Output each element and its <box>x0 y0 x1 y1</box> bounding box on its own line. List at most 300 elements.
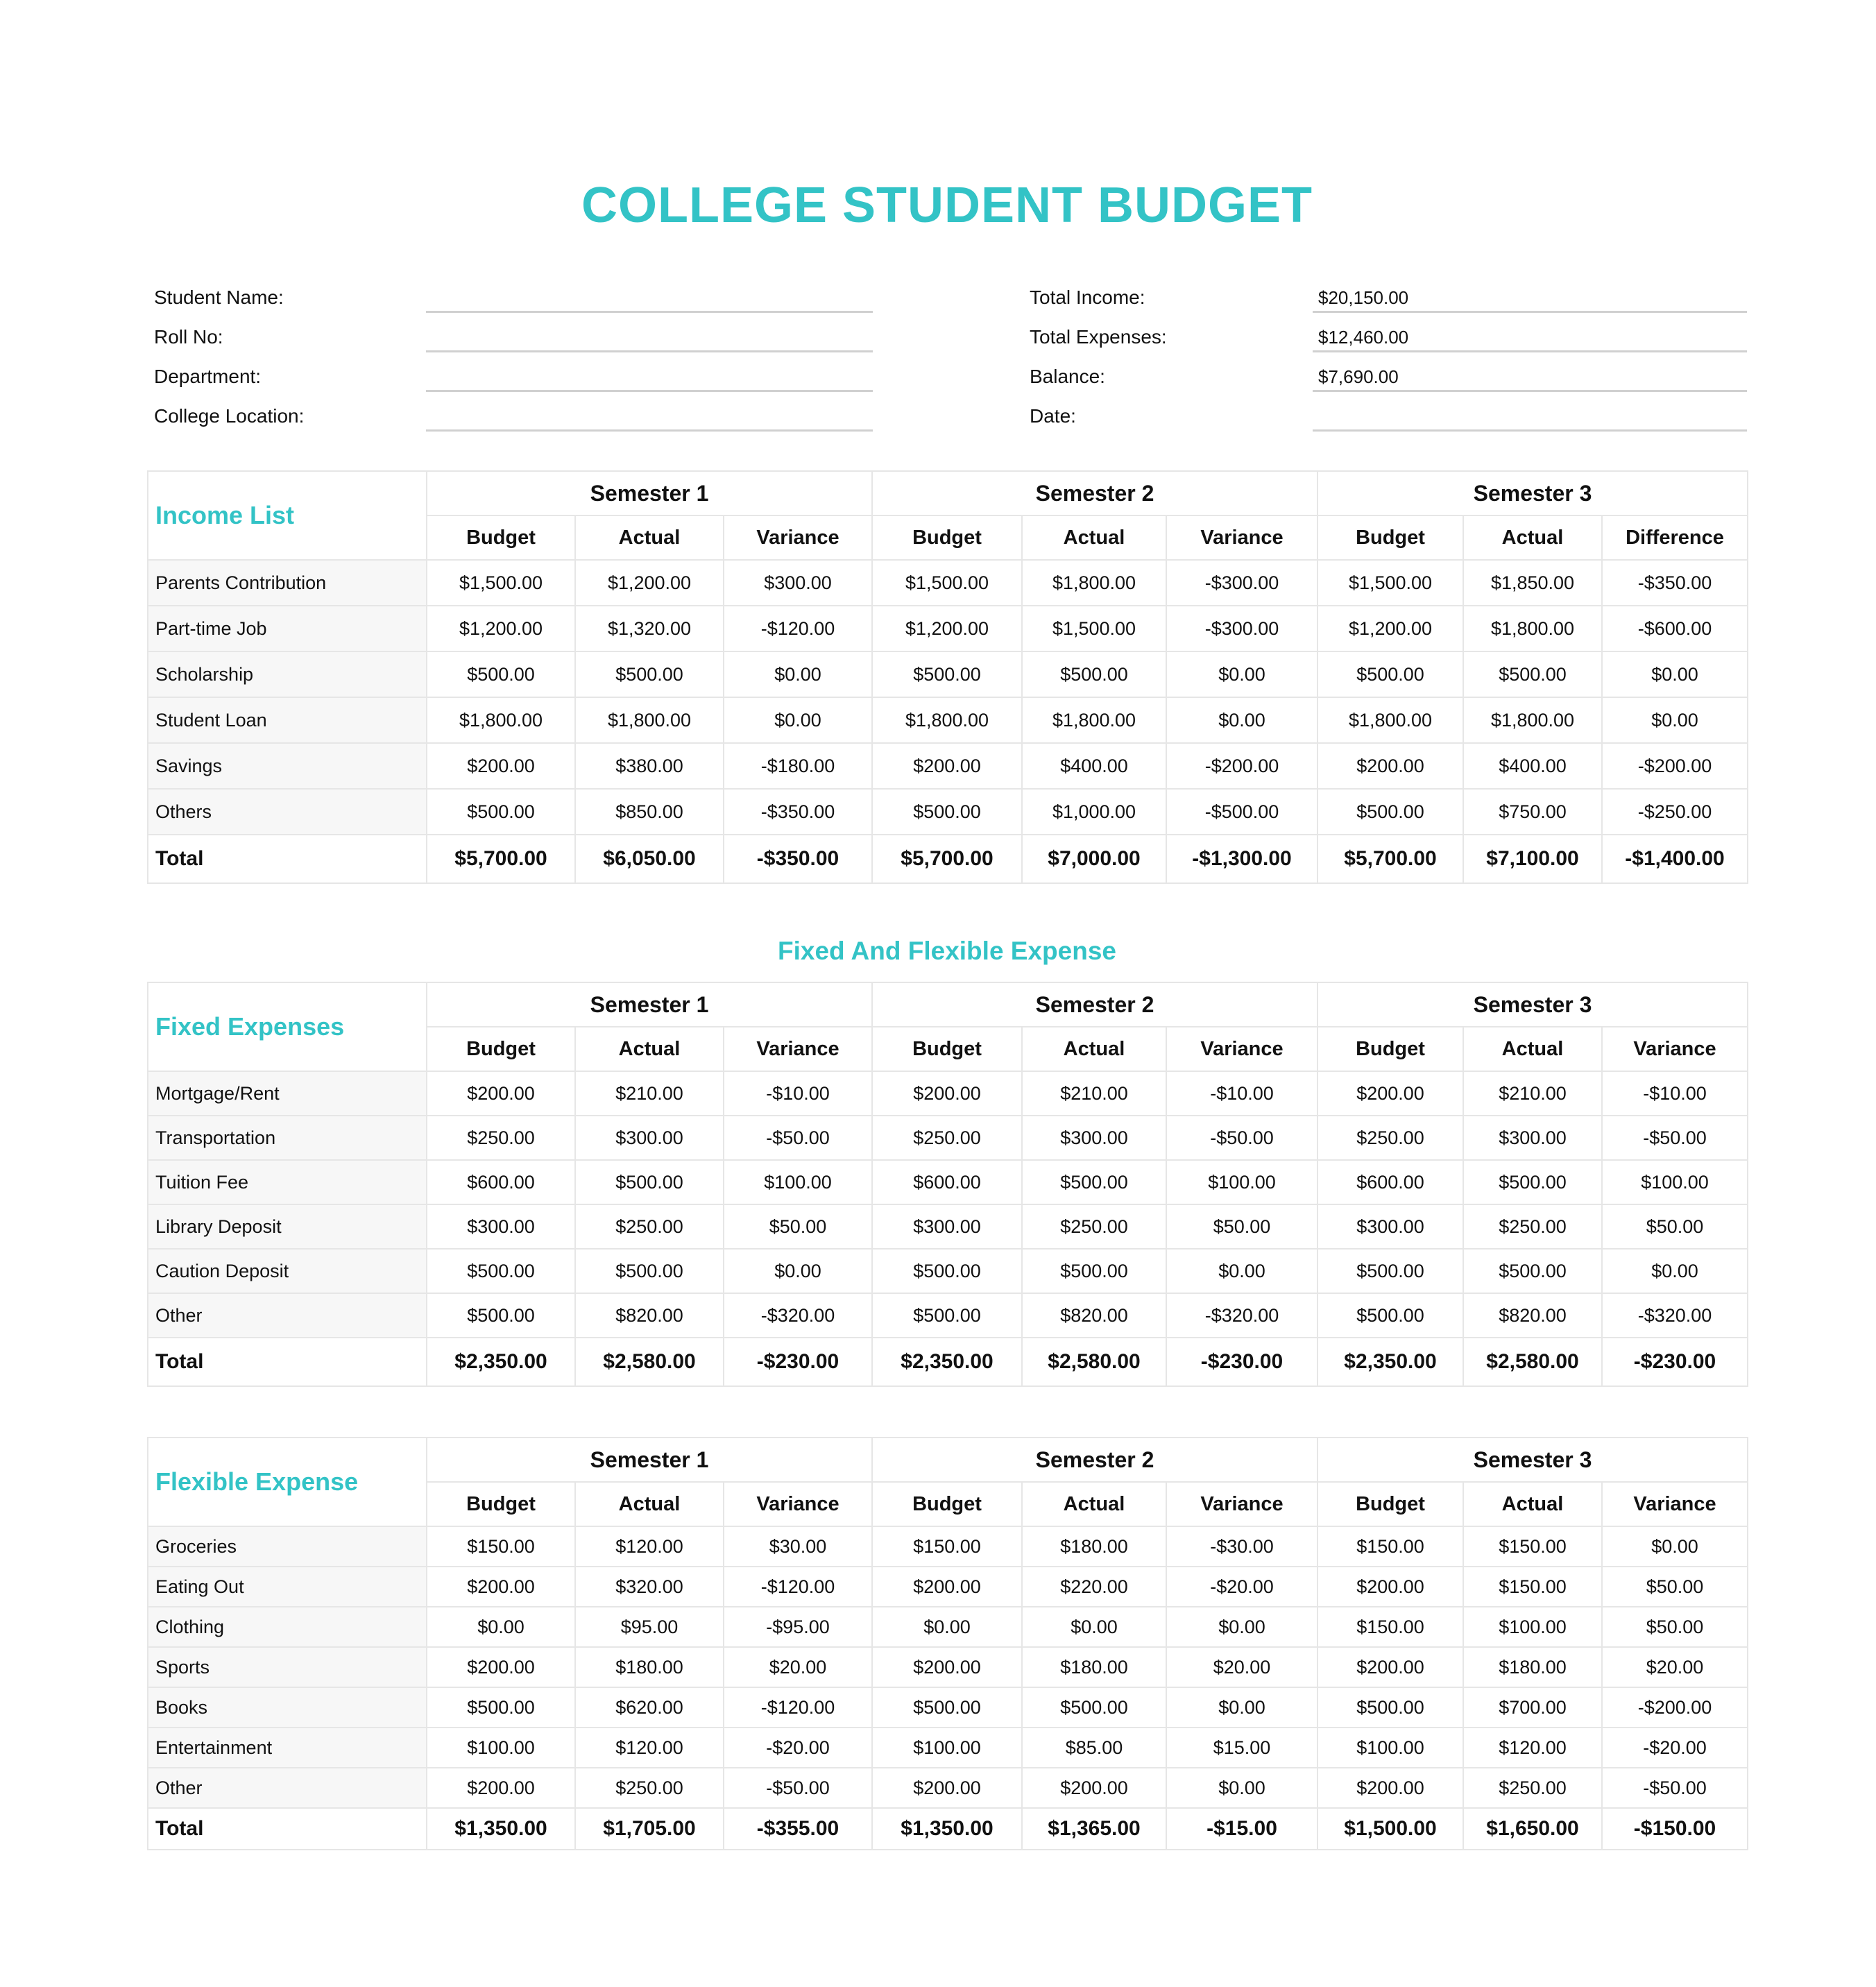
value-cell[interactable]: $120.00 <box>575 1728 724 1768</box>
value-cell[interactable]: $150.00 <box>872 1526 1022 1567</box>
total-cell: $1,350.00 <box>872 1808 1022 1850</box>
value-cell[interactable]: $0.00 <box>1602 651 1748 697</box>
value-cell[interactable]: $20.00 <box>1166 1647 1318 1687</box>
value-cell[interactable]: $1,200.00 <box>872 606 1022 651</box>
value-cell[interactable]: $500.00 <box>872 651 1022 697</box>
flexible-column-header: Variance <box>724 1482 872 1526</box>
table-row <box>148 1768 1748 1808</box>
value-cell[interactable]: $1,200.00 <box>1318 606 1463 651</box>
value-cell[interactable]: -$350.00 <box>724 789 872 835</box>
row-label: Other <box>148 1768 427 1808</box>
value-cell[interactable]: $200.00 <box>872 1567 1022 1607</box>
row-label: Student Loan <box>148 697 427 743</box>
value-cell[interactable]: $500.00 <box>427 651 575 697</box>
total-cell: -$15.00 <box>1166 1808 1318 1850</box>
value-cell[interactable]: $620.00 <box>575 1687 724 1728</box>
fixed-column-header: Budget <box>427 1027 575 1071</box>
table-row <box>148 1160 1748 1204</box>
value-cell[interactable]: $500.00 <box>872 1293 1022 1338</box>
row-label: Library Deposit <box>148 1204 427 1249</box>
value-cell[interactable]: $500.00 <box>1022 1249 1166 1293</box>
flexible-column-header: Budget <box>427 1482 575 1526</box>
date-field[interactable] <box>1313 429 1747 432</box>
value-cell[interactable]: $600.00 <box>427 1160 575 1204</box>
value-cell[interactable]: -$50.00 <box>1602 1768 1748 1808</box>
table-row <box>148 789 1748 835</box>
value-cell[interactable]: $500.00 <box>872 789 1022 835</box>
value-cell[interactable]: -$320.00 <box>1166 1293 1318 1338</box>
table-row <box>148 560 1748 606</box>
table-row <box>148 1116 1748 1160</box>
value-cell[interactable]: $500.00 <box>575 651 724 697</box>
value-cell[interactable]: $200.00 <box>427 1647 575 1687</box>
value-cell[interactable]: $100.00 <box>427 1728 575 1768</box>
value-cell[interactable]: $180.00 <box>1022 1647 1166 1687</box>
value-cell[interactable]: $500.00 <box>1318 1687 1463 1728</box>
value-cell[interactable]: $1,800.00 <box>1022 697 1166 743</box>
value-cell[interactable]: -$20.00 <box>1602 1728 1748 1768</box>
total-cell: $7,100.00 <box>1463 835 1602 883</box>
total-cell: -$1,400.00 <box>1602 835 1748 883</box>
row-label: Part-time Job <box>148 606 427 651</box>
total-cell: $5,700.00 <box>427 835 575 883</box>
income-table <box>147 470 1748 884</box>
total-label: Total <box>148 835 427 883</box>
value-cell[interactable]: $820.00 <box>1022 1293 1166 1338</box>
value-cell[interactable]: $100.00 <box>1318 1728 1463 1768</box>
table-row <box>148 1607 1748 1647</box>
info-row-student-name <box>147 274 873 313</box>
value-cell[interactable]: $0.00 <box>427 1607 575 1647</box>
row-label: Sports <box>148 1647 427 1687</box>
total-cell: $5,700.00 <box>872 835 1022 883</box>
value-cell[interactable]: $1,800.00 <box>1463 606 1602 651</box>
info-row-roll-no <box>147 314 873 352</box>
value-cell[interactable]: -$200.00 <box>1166 743 1318 789</box>
row-label: Transportation <box>148 1116 427 1160</box>
value-cell[interactable]: $850.00 <box>575 789 724 835</box>
value-cell[interactable]: $85.00 <box>1022 1728 1166 1768</box>
value-cell[interactable]: $500.00 <box>1318 789 1463 835</box>
value-cell[interactable]: -$200.00 <box>1602 743 1748 789</box>
balance-field[interactable] <box>1313 390 1747 392</box>
value-cell[interactable]: $0.00 <box>724 697 872 743</box>
value-cell[interactable]: $30.00 <box>724 1526 872 1567</box>
value-cell[interactable]: -$120.00 <box>724 606 872 651</box>
student-info-block <box>147 274 1747 434</box>
row-label: Groceries <box>148 1526 427 1567</box>
value-cell[interactable]: $380.00 <box>575 743 724 789</box>
value-cell[interactable]: $200.00 <box>1318 1768 1463 1808</box>
total-cell: $2,580.00 <box>575 1338 724 1386</box>
value-cell[interactable]: -$30.00 <box>1166 1526 1318 1567</box>
value-cell[interactable]: $250.00 <box>872 1116 1022 1160</box>
row-label: Eating Out <box>148 1567 427 1607</box>
value-cell[interactable]: $500.00 <box>1463 651 1602 697</box>
income-semester-1-header: Semester 1 <box>427 471 872 515</box>
value-cell[interactable]: $100.00 <box>724 1160 872 1204</box>
value-cell[interactable]: $1,500.00 <box>872 560 1022 606</box>
total-cell: $2,580.00 <box>1022 1338 1166 1386</box>
value-cell[interactable]: $1,800.00 <box>427 697 575 743</box>
value-cell[interactable]: $750.00 <box>1463 789 1602 835</box>
value-cell[interactable]: -$50.00 <box>724 1116 872 1160</box>
value-cell[interactable]: $50.00 <box>1602 1567 1748 1607</box>
value-cell[interactable]: $50.00 <box>1602 1607 1748 1647</box>
college-location-field[interactable] <box>426 429 873 432</box>
value-cell[interactable]: -$20.00 <box>724 1728 872 1768</box>
value-cell[interactable]: $300.00 <box>427 1204 575 1249</box>
value-cell[interactable]: $20.00 <box>1602 1647 1748 1687</box>
info-row-date <box>1023 393 1747 432</box>
total-cell: $1,350.00 <box>427 1808 575 1850</box>
income-column-header: Budget <box>427 515 575 560</box>
value-cell[interactable]: -$300.00 <box>1166 560 1318 606</box>
table-row <box>148 1204 1748 1249</box>
total-cell: -$1,300.00 <box>1166 835 1318 883</box>
value-cell[interactable]: $1,320.00 <box>575 606 724 651</box>
flexible-column-header: Actual <box>575 1482 724 1526</box>
value-cell[interactable]: $150.00 <box>427 1526 575 1567</box>
fixed-column-header: Variance <box>1166 1027 1318 1071</box>
total-cell: -$150.00 <box>1602 1808 1748 1850</box>
fixed-column-header: Actual <box>1022 1027 1166 1071</box>
value-cell[interactable]: $200.00 <box>1022 1768 1166 1808</box>
student-name-label: Student Name: <box>154 287 284 308</box>
flexible-column-header: Actual <box>1463 1482 1602 1526</box>
income-column-header: Actual <box>1022 515 1166 560</box>
flexible-semester-2-header: Semester 2 <box>872 1438 1318 1482</box>
flexible-column-header: Variance <box>1166 1482 1318 1526</box>
value-cell[interactable]: $250.00 <box>575 1204 724 1249</box>
value-cell[interactable]: $200.00 <box>427 1768 575 1808</box>
value-cell[interactable]: $180.00 <box>1463 1647 1602 1687</box>
total-expenses-value: $12,460.00 <box>1318 327 1409 348</box>
value-cell[interactable]: $1,500.00 <box>427 560 575 606</box>
value-cell[interactable]: $820.00 <box>1463 1293 1602 1338</box>
value-cell[interactable]: $210.00 <box>1022 1071 1166 1116</box>
value-cell[interactable]: $400.00 <box>1463 743 1602 789</box>
value-cell[interactable]: $200.00 <box>1318 743 1463 789</box>
flexible-column-header: Variance <box>1602 1482 1748 1526</box>
value-cell[interactable]: $820.00 <box>575 1293 724 1338</box>
value-cell[interactable]: $200.00 <box>872 1768 1022 1808</box>
total-cell: $1,365.00 <box>1022 1808 1166 1850</box>
value-cell[interactable]: -$10.00 <box>1602 1071 1748 1116</box>
balance-label: Balance: <box>1030 366 1105 387</box>
value-cell[interactable]: $500.00 <box>427 1249 575 1293</box>
value-cell[interactable]: -$200.00 <box>1602 1687 1748 1728</box>
value-cell[interactable]: $1,800.00 <box>1022 560 1166 606</box>
value-cell[interactable]: $500.00 <box>1463 1160 1602 1204</box>
table-row <box>148 1687 1748 1728</box>
value-cell[interactable]: $200.00 <box>427 743 575 789</box>
value-cell[interactable]: $0.00 <box>1166 651 1318 697</box>
value-cell[interactable]: -$120.00 <box>724 1687 872 1728</box>
value-cell[interactable]: $100.00 <box>872 1728 1022 1768</box>
value-cell[interactable]: -$320.00 <box>1602 1293 1748 1338</box>
total-expenses-field[interactable] <box>1313 350 1747 352</box>
fixed-column-header: Variance <box>724 1027 872 1071</box>
total-income-field[interactable] <box>1313 311 1747 313</box>
balance-value: $7,690.00 <box>1318 366 1399 387</box>
income-section-title: Income List <box>148 471 427 560</box>
value-cell[interactable]: $0.00 <box>1166 1768 1318 1808</box>
value-cell[interactable]: $120.00 <box>575 1526 724 1567</box>
total-cell: $2,350.00 <box>1318 1338 1463 1386</box>
total-cell: $2,350.00 <box>872 1338 1022 1386</box>
total-row <box>148 1808 1748 1850</box>
flexible-column-header: Budget <box>1318 1482 1463 1526</box>
value-cell[interactable]: $200.00 <box>872 743 1022 789</box>
row-label: Caution Deposit <box>148 1249 427 1293</box>
total-cell: -$230.00 <box>724 1338 872 1386</box>
value-cell[interactable]: $0.00 <box>1022 1607 1166 1647</box>
value-cell[interactable]: $200.00 <box>1318 1647 1463 1687</box>
total-cell: $5,700.00 <box>1318 835 1463 883</box>
value-cell[interactable]: $500.00 <box>575 1160 724 1204</box>
value-cell[interactable]: $210.00 <box>575 1071 724 1116</box>
value-cell[interactable]: $500.00 <box>427 1687 575 1728</box>
value-cell[interactable]: $1,200.00 <box>427 606 575 651</box>
total-cell: -$355.00 <box>724 1808 872 1850</box>
total-row <box>148 835 1748 883</box>
value-cell[interactable]: $50.00 <box>1602 1204 1748 1249</box>
value-cell[interactable]: $500.00 <box>575 1249 724 1293</box>
value-cell[interactable]: $500.00 <box>1318 651 1463 697</box>
value-cell[interactable]: $500.00 <box>1318 1293 1463 1338</box>
row-label: Tuition Fee <box>148 1160 427 1204</box>
value-cell[interactable]: $1,500.00 <box>1022 606 1166 651</box>
flexible-column-header: Budget <box>872 1482 1022 1526</box>
value-cell[interactable]: -$500.00 <box>1166 789 1318 835</box>
value-cell[interactable]: $150.00 <box>1463 1567 1602 1607</box>
value-cell[interactable]: $250.00 <box>1463 1204 1602 1249</box>
income-column-header: Variance <box>724 515 872 560</box>
value-cell[interactable]: $200.00 <box>427 1071 575 1116</box>
value-cell[interactable]: $300.00 <box>872 1204 1022 1249</box>
roll-no-label: Roll No: <box>154 326 223 348</box>
info-row-total-expenses <box>1023 314 1747 352</box>
income-column-header: Actual <box>575 515 724 560</box>
value-cell[interactable]: $1,850.00 <box>1463 560 1602 606</box>
roll-no-field[interactable] <box>426 350 873 352</box>
row-label: Parents Contribution <box>148 560 427 606</box>
value-cell[interactable]: $200.00 <box>1318 1071 1463 1116</box>
row-label: Others <box>148 789 427 835</box>
income-column-header: Variance <box>1166 515 1318 560</box>
value-cell[interactable]: -$250.00 <box>1602 789 1748 835</box>
value-cell[interactable]: $0.00 <box>1166 1249 1318 1293</box>
value-cell[interactable]: $700.00 <box>1463 1687 1602 1728</box>
table-row <box>148 1728 1748 1768</box>
value-cell[interactable]: $500.00 <box>872 1687 1022 1728</box>
table-row <box>148 1567 1748 1607</box>
table-row <box>148 1071 1748 1116</box>
value-cell[interactable]: $120.00 <box>1463 1728 1602 1768</box>
value-cell[interactable]: $100.00 <box>1602 1160 1748 1204</box>
value-cell[interactable]: $0.00 <box>872 1607 1022 1647</box>
total-cell: -$230.00 <box>1602 1338 1748 1386</box>
table-row <box>148 606 1748 651</box>
value-cell[interactable]: -$300.00 <box>1166 606 1318 651</box>
value-cell[interactable]: $250.00 <box>1022 1204 1166 1249</box>
total-cell: $2,580.00 <box>1463 1338 1602 1386</box>
value-cell[interactable]: $50.00 <box>1166 1204 1318 1249</box>
value-cell[interactable]: $250.00 <box>575 1768 724 1808</box>
value-cell[interactable]: -$120.00 <box>724 1567 872 1607</box>
value-cell[interactable]: $200.00 <box>427 1567 575 1607</box>
value-cell[interactable]: -$50.00 <box>1166 1116 1318 1160</box>
row-label: Savings <box>148 743 427 789</box>
value-cell[interactable]: $300.00 <box>575 1116 724 1160</box>
value-cell[interactable]: $250.00 <box>1318 1116 1463 1160</box>
total-cell: -$350.00 <box>724 835 872 883</box>
value-cell[interactable]: -$600.00 <box>1602 606 1748 651</box>
total-row <box>148 1338 1748 1386</box>
income-column-header: Budget <box>872 515 1022 560</box>
total-cell: $6,050.00 <box>575 835 724 883</box>
value-cell[interactable]: -$350.00 <box>1602 560 1748 606</box>
value-cell[interactable]: $500.00 <box>427 789 575 835</box>
value-cell[interactable]: $200.00 <box>872 1071 1022 1116</box>
value-cell[interactable]: -$95.00 <box>724 1607 872 1647</box>
row-label: Books <box>148 1687 427 1728</box>
value-cell[interactable]: $320.00 <box>575 1567 724 1607</box>
value-cell[interactable]: $0.00 <box>1166 697 1318 743</box>
value-cell[interactable]: $0.00 <box>724 1249 872 1293</box>
table-row <box>148 1249 1748 1293</box>
value-cell[interactable]: $300.00 <box>1318 1204 1463 1249</box>
value-cell[interactable]: $1,800.00 <box>872 697 1022 743</box>
total-income-label: Total Income: <box>1030 287 1145 308</box>
value-cell[interactable]: $0.00 <box>1166 1607 1318 1647</box>
row-label: Mortgage/Rent <box>148 1071 427 1116</box>
value-cell[interactable]: $150.00 <box>1318 1526 1463 1567</box>
value-cell[interactable]: -$320.00 <box>724 1293 872 1338</box>
row-label: Clothing <box>148 1607 427 1647</box>
total-cell: $1,705.00 <box>575 1808 724 1850</box>
total-income-value: $20,150.00 <box>1318 287 1409 308</box>
value-cell[interactable]: $150.00 <box>1463 1526 1602 1567</box>
table-row <box>148 743 1748 789</box>
value-cell[interactable]: $220.00 <box>1022 1567 1166 1607</box>
value-cell[interactable]: $500.00 <box>427 1293 575 1338</box>
info-row-total-income <box>1023 274 1747 313</box>
fixed-expenses-table <box>147 982 1748 1387</box>
value-cell[interactable]: $180.00 <box>575 1647 724 1687</box>
value-cell[interactable]: -$20.00 <box>1166 1567 1318 1607</box>
value-cell[interactable]: $250.00 <box>427 1116 575 1160</box>
value-cell[interactable]: $0.00 <box>1602 697 1748 743</box>
fixed-semester-3-header: Semester 3 <box>1318 982 1748 1027</box>
value-cell[interactable]: $500.00 <box>1022 1687 1166 1728</box>
value-cell[interactable]: -$50.00 <box>724 1768 872 1808</box>
value-cell[interactable]: $1,800.00 <box>1318 697 1463 743</box>
value-cell[interactable]: $300.00 <box>1463 1116 1602 1160</box>
info-row-balance <box>1023 353 1747 392</box>
flexible-semester-1-header: Semester 1 <box>427 1438 872 1482</box>
income-column-header: Actual <box>1463 515 1602 560</box>
value-cell[interactable]: $50.00 <box>724 1204 872 1249</box>
page-title: COLLEGE STUDENT BUDGET <box>581 178 1313 233</box>
value-cell[interactable]: $0.00 <box>1602 1249 1748 1293</box>
row-label: Other <box>148 1293 427 1338</box>
value-cell[interactable]: $1,000.00 <box>1022 789 1166 835</box>
value-cell[interactable]: $180.00 <box>1022 1526 1166 1567</box>
fixed-column-header: Actual <box>575 1027 724 1071</box>
total-cell: $2,350.00 <box>427 1338 575 1386</box>
value-cell[interactable]: $1,800.00 <box>1463 697 1602 743</box>
value-cell[interactable]: $1,500.00 <box>1318 560 1463 606</box>
income-column-header: Budget <box>1318 515 1463 560</box>
flexible-section-title: Flexible Expense <box>148 1438 427 1526</box>
table-row <box>148 697 1748 743</box>
income-semester-3-header: Semester 3 <box>1318 471 1748 515</box>
table-row <box>148 1293 1748 1338</box>
flexible-expense-table <box>147 1437 1748 1850</box>
value-cell[interactable]: $250.00 <box>1463 1768 1602 1808</box>
department-label: Department: <box>154 366 262 387</box>
expense-heading: Fixed And Flexible Expense <box>778 937 1116 965</box>
value-cell[interactable]: $0.00 <box>724 651 872 697</box>
date-label: Date: <box>1030 405 1076 427</box>
student-name-field[interactable] <box>426 311 873 313</box>
info-row-department <box>147 353 873 392</box>
info-row-college-location <box>147 393 873 432</box>
value-cell[interactable]: -$10.00 <box>1166 1071 1318 1116</box>
value-cell[interactable]: $200.00 <box>1318 1567 1463 1607</box>
flexible-column-header: Actual <box>1022 1482 1166 1526</box>
income-semester-2-header: Semester 2 <box>872 471 1318 515</box>
table-row <box>148 651 1748 697</box>
fixed-semester-2-header: Semester 2 <box>872 982 1318 1027</box>
value-cell[interactable]: $500.00 <box>1022 1160 1166 1204</box>
value-cell[interactable]: $1,800.00 <box>575 697 724 743</box>
value-cell[interactable]: $600.00 <box>872 1160 1022 1204</box>
value-cell[interactable]: $500.00 <box>1318 1249 1463 1293</box>
value-cell[interactable]: $500.00 <box>1463 1249 1602 1293</box>
value-cell[interactable]: $0.00 <box>1602 1526 1748 1567</box>
value-cell[interactable]: $500.00 <box>872 1249 1022 1293</box>
value-cell[interactable]: $600.00 <box>1318 1160 1463 1204</box>
value-cell[interactable]: -$10.00 <box>724 1071 872 1116</box>
value-cell[interactable]: $150.00 <box>1318 1607 1463 1647</box>
value-cell[interactable]: $1,200.00 <box>575 560 724 606</box>
value-cell[interactable]: $0.00 <box>1166 1687 1318 1728</box>
value-cell[interactable]: $200.00 <box>872 1647 1022 1687</box>
fixed-column-header: Actual <box>1463 1027 1602 1071</box>
value-cell[interactable]: $20.00 <box>724 1647 872 1687</box>
value-cell[interactable]: $15.00 <box>1166 1728 1318 1768</box>
value-cell[interactable]: $300.00 <box>1022 1116 1166 1160</box>
value-cell[interactable]: $210.00 <box>1463 1071 1602 1116</box>
value-cell[interactable]: $95.00 <box>575 1607 724 1647</box>
value-cell[interactable]: $100.00 <box>1166 1160 1318 1204</box>
fixed-column-header: Budget <box>1318 1027 1463 1071</box>
value-cell[interactable]: -$50.00 <box>1602 1116 1748 1160</box>
value-cell[interactable]: -$180.00 <box>724 743 872 789</box>
value-cell[interactable]: $300.00 <box>724 560 872 606</box>
value-cell[interactable]: $400.00 <box>1022 743 1166 789</box>
department-field[interactable] <box>426 390 873 392</box>
value-cell[interactable]: $100.00 <box>1463 1607 1602 1647</box>
row-label: Scholarship <box>148 651 427 697</box>
fixed-section-title: Fixed Expenses <box>148 982 427 1071</box>
value-cell[interactable]: $500.00 <box>1022 651 1166 697</box>
income-column-header: Difference <box>1602 515 1748 560</box>
total-expenses-label: Total Expenses: <box>1030 326 1167 348</box>
